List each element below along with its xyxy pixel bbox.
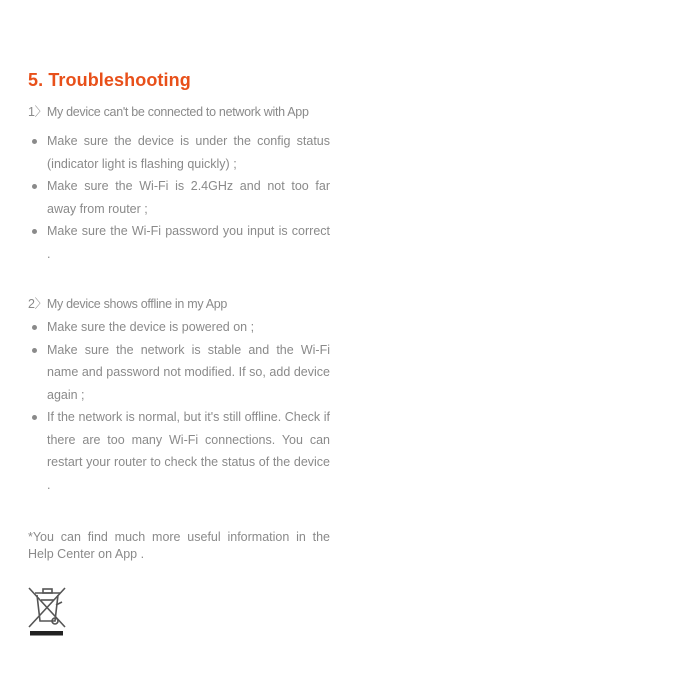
question-2: 2〉My device shows offline in my App: [28, 297, 228, 311]
section-title: 5. Troubleshooting: [28, 70, 191, 90]
help-center-note: *You can find much more useful information in the Help Center on App .: [28, 530, 330, 561]
bullet-icon: [32, 139, 37, 144]
list-item: If the network is normal, but it's still offline. Check if there are too many Wi-Fi connections. You can restart your router to check the status of the device .: [28, 406, 330, 496]
bullet-icon: [32, 184, 37, 189]
list-item: Make sure the device is under the config status (indicator light is flashing quickly) ;: [28, 130, 330, 175]
bullet-icon: [32, 415, 37, 420]
list-item: Make sure the device is powered on ;: [28, 316, 330, 339]
list-item: Make sure the Wi-Fi is 2.4GHz and not too far away from router ;: [28, 175, 330, 220]
list-item: Make sure the Wi-Fi password you input is correct .: [28, 220, 330, 265]
bullet-icon: [32, 229, 37, 234]
bullet-icon: [32, 325, 37, 330]
crossed-out-wheelie-bin-icon: [27, 585, 67, 637]
question-2-answers: [28, 316, 330, 496]
question-1-answers: [28, 130, 330, 265]
question-1: 1〉My device can't be connected to network with App: [28, 105, 309, 119]
list-item: Make sure the network is stable and the Wi-Fi name and password not modified. If so, add device again ;: [28, 339, 330, 407]
bullet-icon: [32, 348, 37, 353]
